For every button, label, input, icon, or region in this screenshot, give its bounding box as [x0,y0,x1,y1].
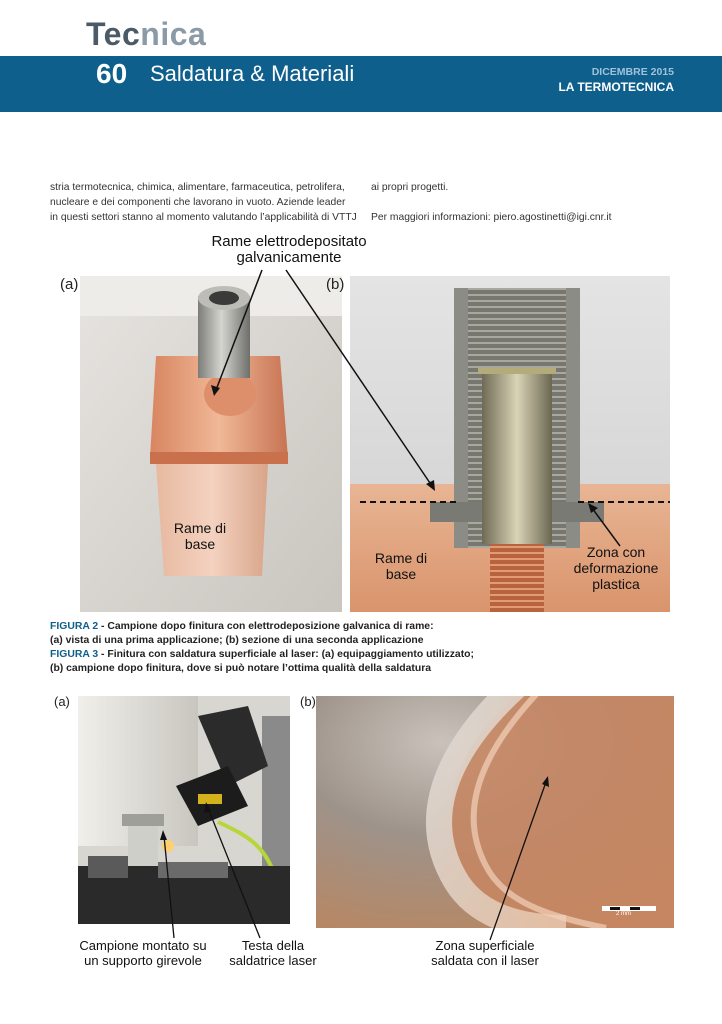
caption-text: - Finitura con saldatura superficiale al laser: (a) equipaggiamento utilizzato; [98,649,474,660]
label-line: Rame di [173,520,227,536]
label-line: Rame di [374,550,428,566]
figure-2-label-a: (a) [60,276,79,293]
contact-line: Per maggiori informazioni: piero.agostinetti@igi.cnr.it [371,212,612,223]
figure-3-tag: FIGURA 3 [50,649,99,660]
label-line: base [184,536,216,552]
section-logo-part1: Tec [86,16,141,52]
callout-arrow-weld [490,782,546,940]
body-line: ai propri progetti. [371,182,449,193]
issue-date: DICEMBRE 2015 [591,66,674,78]
label-line: Testa della [241,938,305,953]
callout-line: galvanicamente [236,249,342,266]
label-line: Zona superficiale [435,938,535,953]
body-column-left [50,180,366,225]
label-line: base [385,566,417,582]
figure-2-caption [50,620,434,648]
figure-3 [50,690,680,975]
scale-label: 2 mm [616,911,631,917]
callout-arrow-zone [592,508,620,546]
figure-2b-zone-label [558,544,674,592]
label-line: plastica [592,576,640,592]
caption-text: (b) campione dopo finitura, dove si può notare l’ottima qualità della saldatura [50,663,432,674]
figure-3-callout-arrows [50,690,680,975]
section-logo [86,16,206,52]
figure-3a-sample-label [68,938,218,968]
figure-2-tag: FIGURA 2 [50,621,99,632]
callout-arrow-head [208,808,260,938]
arrowhead [426,480,435,491]
caption-text: (a) vista di una prima applicazione; (b) sezione di una seconda applicazione [50,635,424,646]
arrowhead [542,776,549,787]
label-line: saldatrice laser [229,953,317,968]
arrowhead [211,385,220,396]
figure-3a-head-label [218,938,328,968]
arrowhead [588,503,598,513]
label-line: Campione montato su [79,938,207,953]
label-line: un supporto girevole [84,953,202,968]
callout-arrow-b [286,270,432,486]
section-title: Saldatura & Materiali [150,61,355,86]
arrowhead [160,830,167,840]
page-number: 60 [96,58,128,89]
callout-arrow-sample [164,836,174,938]
label-line: saldata con il laser [431,953,539,968]
section-logo-part2: nica [140,16,207,52]
caption-text: - Campione dopo finitura con elettrodeposizione galvanica di rame: [98,621,434,632]
label-line: Zona con [586,544,646,560]
figure-3b-weld-label [410,938,560,968]
figure-3-label-b: (b) [300,694,316,709]
body-column-right [371,180,671,225]
figure-2b-base-label [356,550,446,582]
callout-line: Rame elettrodepositato [211,233,367,250]
figure-2 [54,228,674,613]
figure-2-label-b: (b) [326,276,345,293]
body-line: nucleare e dei componenti che lavorano in vuoto. Aziende leader [50,197,346,208]
label-line: deformazione [573,560,659,576]
callout-arrow-a [216,270,262,390]
figure-3-caption [50,648,474,676]
body-line: in questi settori stanno al momento valutando l’applicabilità di VTTJ [50,212,357,223]
magazine-name: LA TERMOTECNICA [558,80,674,94]
body-line: stria termotecnica, chimica, alimentare, farmaceutica, petrolifera, [50,182,345,193]
figure-3-label-a: (a) [54,694,70,709]
figure-2a-base-label [150,520,250,552]
